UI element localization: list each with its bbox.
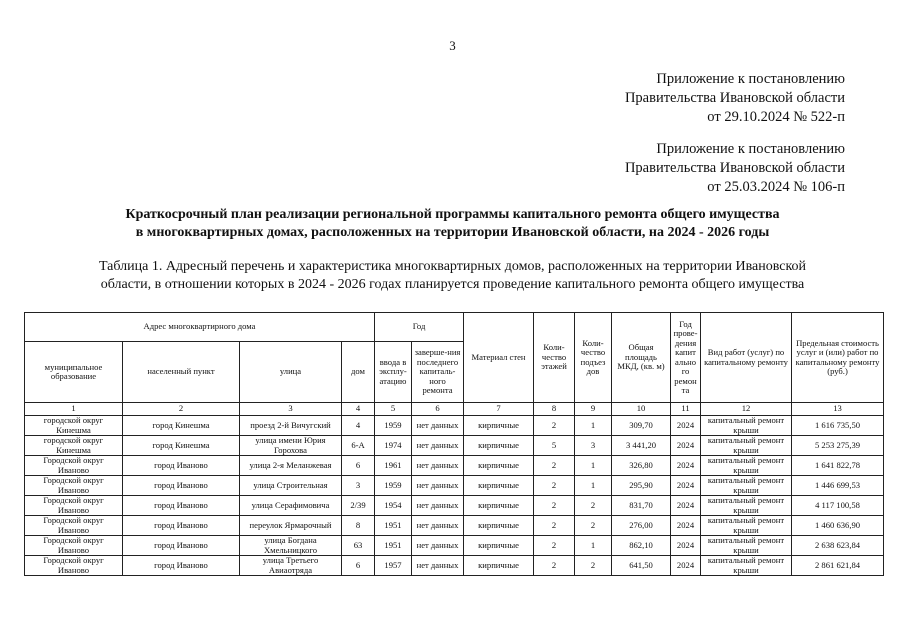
cell-settlement: город Кинешма [123,416,240,436]
cell-municipality: Городской округ Иваново [25,516,123,536]
column-number: 11 [671,403,701,416]
cell-street: проезд 2-й Вичугский [240,416,342,436]
column-number: 5 [375,403,412,416]
cell-house: 8 [342,516,375,536]
cell-street: улица Серафимовича [240,496,342,516]
cell-year-commissioned: 1959 [375,416,412,436]
column-number: 7 [464,403,534,416]
header-year-last-repair: заверше-ния последнего капиталь-ного ремонта [412,342,464,403]
header-year-group: Год [375,313,464,342]
cell-municipality: городской округ Кинешма [25,416,123,436]
cell-area: 276,00 [612,516,671,536]
header-street: улица [240,342,342,403]
cell-work-type: капитальный ремонт крыши [701,496,792,516]
cell-entrances: 2 [575,496,612,516]
cell-floors: 2 [534,456,575,476]
cell-floors: 2 [534,416,575,436]
cell-entrances: 3 [575,436,612,456]
cell-municipality: Городской округ Иваново [25,476,123,496]
cell-year-commissioned: 1951 [375,536,412,556]
cell-house: 63 [342,536,375,556]
cell-entrances: 1 [575,416,612,436]
cell-area: 295,90 [612,476,671,496]
header-wall-material: Материал стен [464,313,534,403]
title-line: в многоквартирных домах, расположенных на территории Ивановской области, на 2024 - 2026 годы [135,225,770,240]
cell-work-type: капитальный ремонт крыши [701,536,792,556]
column-number: 9 [575,403,612,416]
cell-street: переулок Ярмарочный [240,516,342,536]
cell-wall-material: кирпичные [464,496,534,516]
column-number: 1 [25,403,123,416]
header-settlement: населенный пункт [123,342,240,403]
table-row [25,416,884,436]
column-number: 2 [123,403,240,416]
cell-wall-material: кирпичные [464,456,534,476]
cell-settlement: город Иваново [123,516,240,536]
column-number: 10 [612,403,671,416]
cell-entrances: 1 [575,476,612,496]
cell-municipality: Городской округ Иваново [25,536,123,556]
cell-year-commissioned: 1954 [375,496,412,516]
cell-area: 3 441,20 [612,436,671,456]
column-number: 3 [240,403,342,416]
header-house: дом [342,342,375,403]
appendix-line: Приложение к постановлению [656,141,845,157]
table-row [25,556,884,576]
table-row [25,476,884,496]
cell-area: 326,80 [612,456,671,476]
table-row [25,436,884,456]
cell-year-last-repair: нет данных [412,556,464,576]
cell-area: 862,10 [612,536,671,556]
table-row [25,496,884,516]
cell-wall-material: кирпичные [464,536,534,556]
cell-repair-year: 2024 [671,416,701,436]
column-number: 8 [534,403,575,416]
page-number: 3 [449,38,456,53]
cell-wall-material: кирпичные [464,436,534,456]
header-municipality: муниципальное образование [25,342,123,403]
header-year-commissioned: ввода в эксплу-атацию [375,342,412,403]
cell-entrances: 2 [575,556,612,576]
cell-repair-year: 2024 [671,436,701,456]
cell-street: улица Третьего Авиаотряда [240,556,342,576]
header-area: Общая площадь МКД, (кв. м) [612,313,671,403]
cell-wall-material: кирпичные [464,416,534,436]
buildings-table [24,312,884,576]
column-number: 12 [701,403,792,416]
cell-municipality: Городской округ Иваново [25,496,123,516]
appendix-line: от 29.10.2024 № 522-п [707,109,845,125]
cell-repair-year: 2024 [671,476,701,496]
cell-repair-year: 2024 [671,456,701,476]
appendix-line: от 25.03.2024 № 106-п [707,179,845,195]
document-title [0,206,905,242]
cell-cost: 1 616 735,50 [792,416,884,436]
cell-repair-year: 2024 [671,556,701,576]
cell-repair-year: 2024 [671,516,701,536]
cell-wall-material: кирпичные [464,556,534,576]
cell-cost: 2 861 621,84 [792,556,884,576]
cell-cost: 2 638 623,84 [792,536,884,556]
cell-year-last-repair: нет данных [412,416,464,436]
table-row [25,536,884,556]
header-work-type: Вид работ (услуг) по капитальному ремонту [701,313,792,403]
cell-municipality: Городской округ Иваново [25,556,123,576]
caption-line: Таблица 1. Адресный перечень и характеристика многоквартирных домов, расположенных на территории Ивановской [98,259,807,274]
cell-settlement: город Иваново [123,456,240,476]
cell-settlement: город Иваново [123,536,240,556]
cell-year-commissioned: 1961 [375,456,412,476]
cell-floors: 2 [534,556,575,576]
cell-street: улица Богдана Хмельницкого [240,536,342,556]
cell-year-commissioned: 1951 [375,516,412,536]
cell-house: 2/39 [342,496,375,516]
column-numbers-row [25,403,884,416]
cell-settlement: город Иваново [123,476,240,496]
cell-wall-material: кирпичные [464,516,534,536]
cell-cost: 4 117 100,58 [792,496,884,516]
cell-settlement: город Иваново [123,556,240,576]
table-caption [40,258,865,294]
header-repair-year: Год прове-дения капит ально го ремон та [671,313,701,403]
appendix-line: Правительства Ивановской области [624,160,845,176]
cell-year-last-repair: нет данных [412,456,464,476]
cell-floors: 2 [534,476,575,496]
cell-repair-year: 2024 [671,496,701,516]
cell-settlement: город Иваново [123,496,240,516]
appendix-reference-current [625,70,845,127]
cell-year-last-repair: нет данных [412,516,464,536]
cell-cost: 1 460 636,90 [792,516,884,536]
cell-municipality: Городской округ Иваново [25,456,123,476]
header-cost: Предельная стоимость услуг и (или) работ по капитальному ремонту (руб.) [792,313,884,403]
caption-line: области, в отношении которых в 2024 - 2026 годах планируется проведение капитального ремонта общего имущества [100,277,805,292]
cell-wall-material: кирпичные [464,476,534,496]
cell-year-commissioned: 1974 [375,436,412,456]
appendix-reference-previous [625,140,845,197]
cell-house: 6-А [342,436,375,456]
table-row [25,456,884,476]
cell-street: улица 2-я Меланжевая [240,456,342,476]
cell-area: 309,70 [612,416,671,436]
cell-settlement: город Кинешма [123,436,240,456]
cell-house: 4 [342,416,375,436]
cell-work-type: капитальный ремонт крыши [701,516,792,536]
header-floors: Коли-чество этажей [534,313,575,403]
cell-entrances: 2 [575,516,612,536]
cell-municipality: городской округ Кинешма [25,436,123,456]
header-address-group: Адрес многоквартирного дома [25,313,375,342]
cell-year-commissioned: 1959 [375,476,412,496]
cell-year-last-repair: нет данных [412,436,464,456]
appendix-line: Приложение к постановлению [656,71,845,87]
cell-work-type: капитальный ремонт крыши [701,456,792,476]
cell-floors: 5 [534,436,575,456]
cell-year-commissioned: 1957 [375,556,412,576]
cell-street: улица имени Юрия Горохова [240,436,342,456]
cell-repair-year: 2024 [671,536,701,556]
cell-floors: 2 [534,516,575,536]
cell-year-last-repair: нет данных [412,496,464,516]
cell-work-type: капитальный ремонт крыши [701,416,792,436]
table-row [25,516,884,536]
header-entrances: Коли-чество подъез дов [575,313,612,403]
cell-house: 6 [342,456,375,476]
title-line: Краткосрочный план реализации региональной программы капитального ремонта общего имущества [125,207,780,222]
cell-house: 6 [342,556,375,576]
cell-work-type: капитальный ремонт крыши [701,556,792,576]
appendix-line: Правительства Ивановской области [624,90,845,106]
cell-cost: 5 253 275,39 [792,436,884,456]
cell-cost: 1 446 699,53 [792,476,884,496]
cell-year-last-repair: нет данных [412,536,464,556]
cell-floors: 2 [534,496,575,516]
cell-house: 3 [342,476,375,496]
cell-area: 831,70 [612,496,671,516]
cell-entrances: 1 [575,536,612,556]
cell-work-type: капитальный ремонт крыши [701,476,792,496]
cell-work-type: капитальный ремонт крыши [701,436,792,456]
cell-street: улица Строительная [240,476,342,496]
cell-cost: 1 641 822,78 [792,456,884,476]
column-number: 6 [412,403,464,416]
cell-entrances: 1 [575,456,612,476]
column-number: 13 [792,403,884,416]
cell-area: 641,50 [612,556,671,576]
cell-floors: 2 [534,536,575,556]
column-number: 4 [342,403,375,416]
cell-year-last-repair: нет данных [412,476,464,496]
